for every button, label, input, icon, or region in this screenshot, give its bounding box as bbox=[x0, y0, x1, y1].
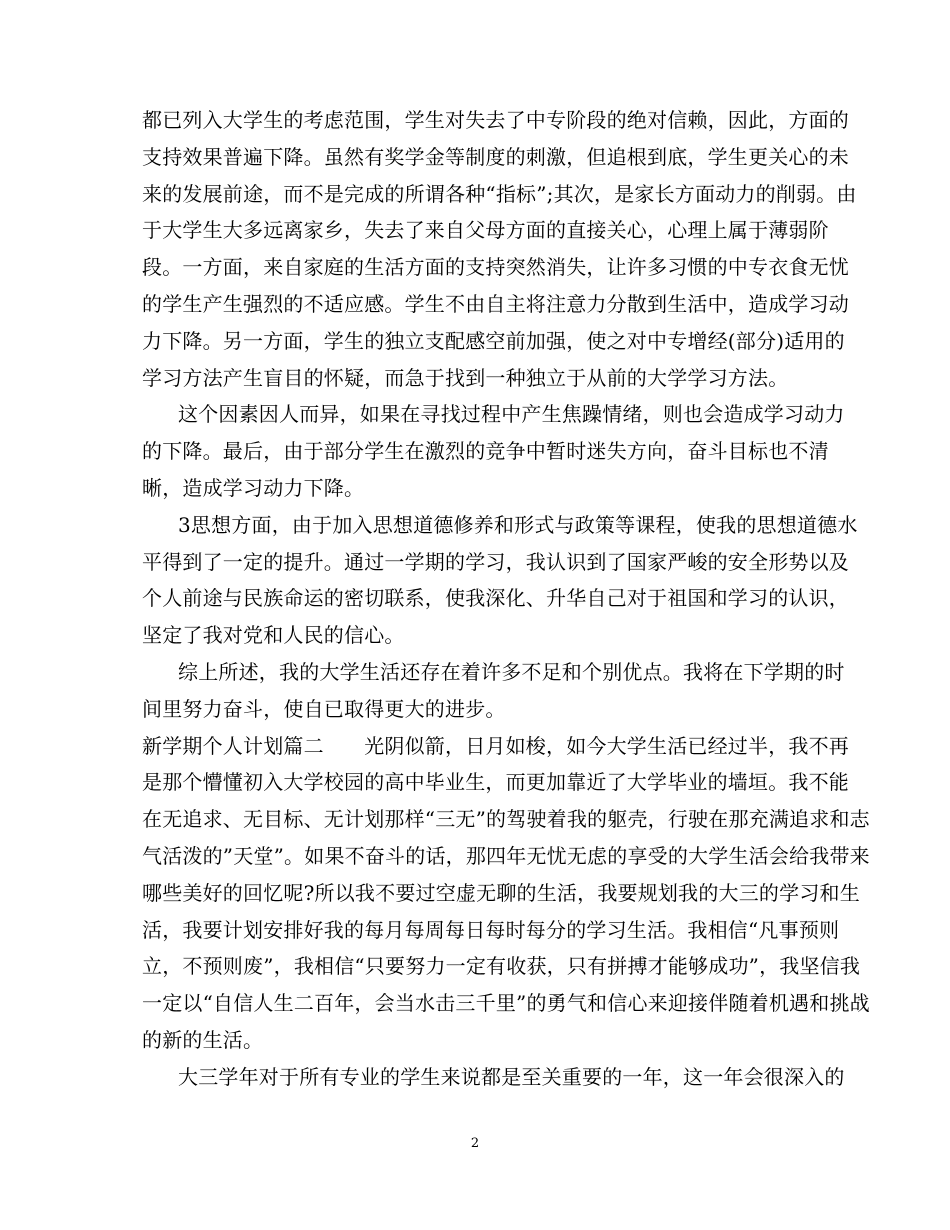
page-number: 2 bbox=[470, 1136, 480, 1151]
text-line: 都已列入大学生的考虑范围，学生对失去了中专阶段的绝对信赖，因此，方面的 bbox=[142, 108, 849, 132]
text-line: 的下降。最后，由于部分学生在激烈的竞争中暂时迷失方向，奋斗目标也不清 bbox=[142, 439, 829, 464]
text-line: 的新的生活。 bbox=[142, 1027, 264, 1052]
text-line: 这个因素因人而异，如果在寻找过程中产生焦躁情绪，则也会造成学习动力 bbox=[178, 402, 845, 427]
text-line: 是那个懵懂初入大学校园的高中毕业生，而更加靠近了大学毕业的墙垣。我不能 bbox=[142, 770, 849, 795]
text-line: 新学期个人计划篇二 光阴似箭，日月如梭，如今大学生活已经过半，我不再 bbox=[142, 733, 849, 758]
text-line: 个人前途与民族命运的密切联系，使我深化、升华自己对于祖国和学习的认识， bbox=[142, 586, 849, 611]
text-line: 一定以“自信人生二百年，会当水击三千里”的勇气和信心来迎接伴随着机遇和挑战 bbox=[142, 991, 870, 1016]
text-line: 段。一方面，来自家庭的生活方面的支持突然消失，让许多习惯的中专衣食无忧 bbox=[142, 255, 849, 280]
text-line: 力下降。另一方面，学生的独立支配感空前加强，使之对中专增经(部分)适用的 bbox=[142, 328, 845, 353]
body-text bbox=[142, 108, 870, 1104]
text-line: 综上所述，我的大学生活还存在着许多不足和个别优点。我将在下学期的时 bbox=[178, 659, 845, 684]
text-line: 在无追求、无目标、无计划那样“三无”的驾驶着我的躯壳，行驶在那充满追求和志 bbox=[142, 807, 870, 832]
text-line: 坚定了我对党和人民的信心。 bbox=[142, 623, 405, 648]
text-line: 晰，造成学习动力下降。 bbox=[142, 475, 365, 500]
text-line: 气活泼的”天堂”。如果不奋斗的话，那四年无忧无虑的享受的大学生活会给我带来 bbox=[142, 843, 870, 868]
text-line: 于大学生大多远离家乡，失去了来自父母方面的直接关心，心理上属于薄弱阶 bbox=[142, 218, 829, 243]
text-line: 来的发展前途，而不是完成的所谓各种“指标”;其次，是家长方面动力的削弱。由 bbox=[142, 181, 857, 206]
text-line: 3思想方面，由于加入思想道德修养和形式与政策等课程，使我的思想道德水 bbox=[178, 512, 858, 537]
text-line: 大三学年对于所有专业的学生来说都是至关重要的一年，这一年会很深入的 bbox=[178, 1064, 845, 1089]
text-line: 间里努力奋斗，使自已取得更大的进步。 bbox=[142, 696, 506, 721]
text-line: 哪些美好的回忆呢?所以我不要过空虚无聊的生活，我要规划我的大三的学习和生 bbox=[142, 880, 860, 905]
text-line: 活，我要计划安排好我的每月每周每日每时每分的学习生活。我相信“凡事预则 bbox=[142, 917, 840, 942]
text-line: 平得到了一定的提升。通过一学期的学习，我认识到了国家严峻的安全形势以及 bbox=[142, 549, 849, 574]
text-line: 立，不预则废”，我相信“只要努力一定有收获，只有拼搏才能够成功”，我坚信我 bbox=[142, 954, 861, 979]
text-line: 支持效果普遍下降。虽然有奖学金等制度的刺激，但追根到底，学生更关心的未 bbox=[142, 144, 849, 169]
text-line: 的学生产生强烈的不适应感。学生不由自主将注意力分散到生活中，造成学习动 bbox=[142, 291, 849, 316]
text-line: 学习方法产生盲目的怀疑，而急于找到一种独立于从前的大学学习方法。 bbox=[142, 365, 789, 390]
